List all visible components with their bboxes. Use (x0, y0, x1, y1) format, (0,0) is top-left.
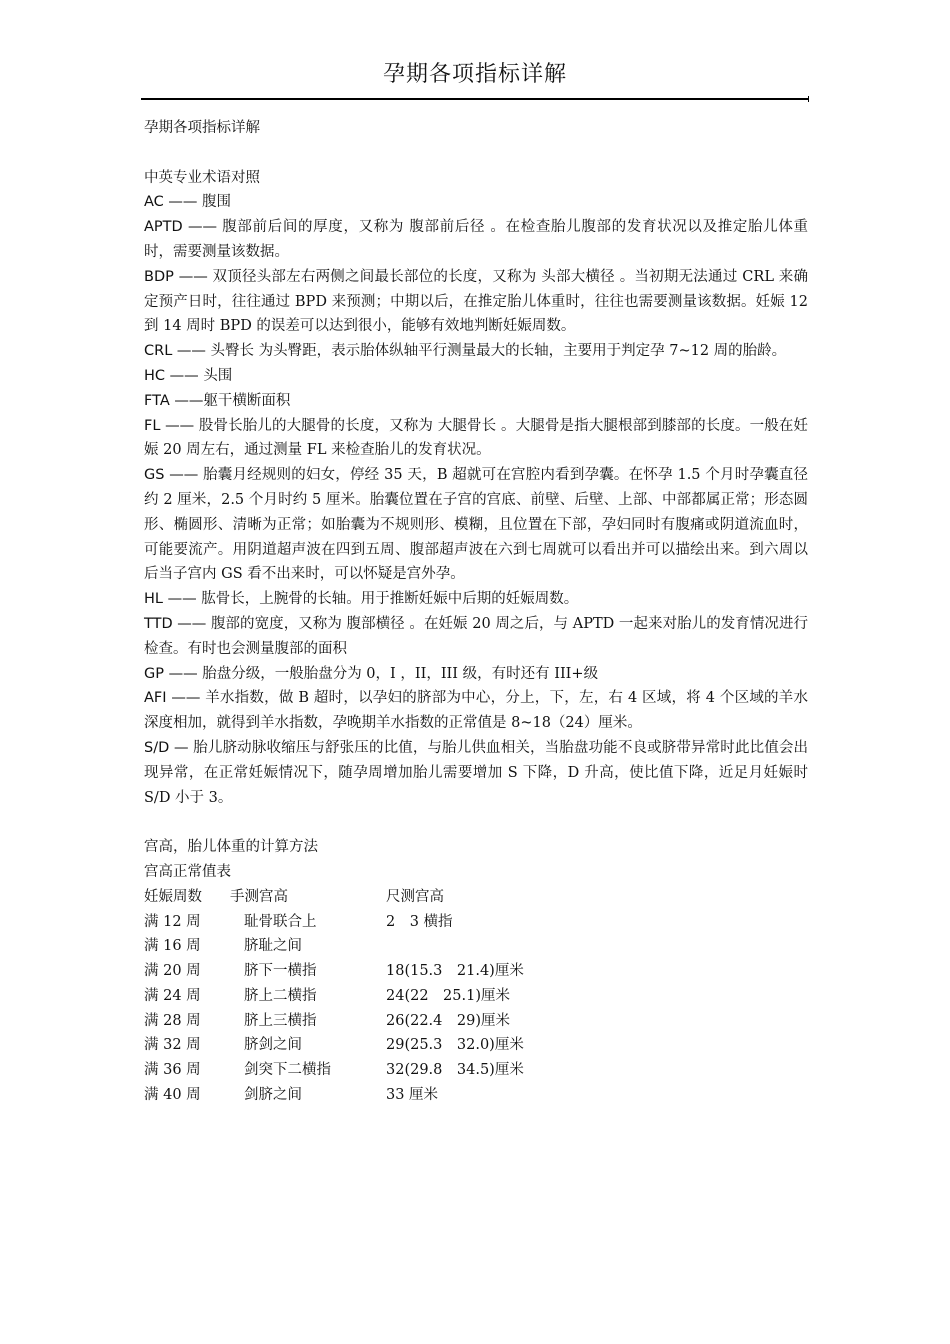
table-header-row (144, 885, 626, 910)
table-cell-ruler: 32(29.8 34.5)厘米 (386, 1062, 524, 1079)
spacer (144, 141, 808, 166)
glossary-separator: —— (165, 367, 204, 384)
table-cell-week: 满 16 周 (144, 938, 201, 955)
table-row (144, 959, 626, 984)
glossary-separator: —— (163, 194, 203, 211)
glossary-term: S/D (144, 739, 170, 756)
table-cell-hand: 脐上三横指 (244, 1012, 317, 1029)
glossary-description: 腹部前后间的厚度，又称为 腹部前后径 。在检查胎儿腹部的发育状况以及推定胎儿体重时，需要测量该数据。 (144, 219, 808, 260)
glossary-list (144, 190, 808, 810)
glossary-description: 头臀长 为头臀距，表示胎体纵轴平行测量最大的长轴，主要用于判定孕 7~12 周的胎龄。 (210, 343, 787, 360)
table-header-hand: 手测宫高 (230, 888, 288, 905)
glossary-description: 头围 (203, 367, 233, 384)
glossary-item (144, 414, 808, 464)
header-title: 孕期各项指标详解 (382, 62, 567, 87)
table-body (144, 910, 626, 1108)
table-header-week: 妊娠周数 (144, 888, 202, 905)
table-cell-ruler: 26(22.4 29)厘米 (386, 1012, 511, 1029)
glossary-item (144, 215, 808, 265)
glossary-description: 躯干横断面积 (203, 392, 291, 409)
glossary-item (144, 389, 808, 414)
glossary-term: TTD (144, 615, 173, 632)
table-cell-ruler: 29(25.3 32.0)厘米 (386, 1037, 524, 1054)
header-rule-mark (808, 96, 809, 102)
table-row (144, 1009, 626, 1034)
table-row (144, 984, 626, 1009)
glossary-item (144, 364, 808, 389)
glossary-description: 胎儿脐动脉收缩压与舒张压的比值，与胎儿供血相关，当胎盘功能不良或脐带异常时此比值会出现异常，在正常妊娠情况下，随孕周增加胎儿需要增加 S 下降，D 升高，使比值下降，近足月妊娠时 S/D 小于 3。 (144, 739, 808, 806)
glossary-term: GS (144, 467, 165, 484)
glossary-item (144, 463, 808, 587)
page-header (141, 58, 809, 92)
glossary-separator: —— (173, 268, 213, 285)
glossary-separator: —— (164, 467, 204, 484)
glossary-item (144, 686, 808, 736)
table-row (144, 910, 626, 935)
glossary-item (144, 612, 808, 662)
glossary-description: 胎囊月经规则的妇女，停经 35 天，B 超就可在宫腔内看到孕囊。在怀孕 1.5 个月时孕囊直径约 2 厘米，2.5 个月时约 5 厘米。胎囊位置在子宫的宫底、前壁、后壁、上部、中部都属正常；形态圆形、椭圆形、清晰为正常；如胎囊为不规则形、模糊，且位置在下部，孕妇同时有腹痛或阴道流血时，可能要流产。用阴道超声波在四到五周、腹部超声波在六到七周就可以看出并可以描绘出来。到六周以后当子宫内 GS 看不出来时，可以怀疑是宫外孕。 (144, 467, 808, 583)
section-heading: 宫高，胎儿体重的计算方法 (144, 839, 318, 856)
table-cell-ruler: 33 厘米 (386, 1087, 439, 1104)
glossary-item (144, 662, 808, 687)
glossary-separator: —— (163, 665, 203, 682)
table-cell-week: 满 24 周 (144, 987, 201, 1004)
table-cell-week: 满 20 周 (144, 963, 201, 980)
glossary-term: HL (144, 591, 163, 608)
table-cell-ruler: 24(22 25.1)厘米 (386, 987, 511, 1004)
table-cell-week: 满 12 周 (144, 913, 201, 930)
table-cell-hand: 脐耻之间 (244, 938, 302, 955)
header-rule (141, 98, 809, 100)
glossary-term: AFI (144, 690, 167, 707)
table-cell-ruler: 18(15.3 21.4)厘米 (386, 963, 524, 980)
table-row (144, 1083, 626, 1108)
table-cell-ruler: 2 3 横指 (386, 913, 453, 930)
glossary-term: HC (144, 367, 166, 384)
glossary-description: 胎盘分级，一般胎盘分为 0，I ，II，III 级，有时还有 III+级 (202, 665, 599, 682)
glossary-description: 腹围 (202, 194, 232, 211)
glossary-separator: —— (172, 615, 211, 632)
table-cell-week: 满 40 周 (144, 1087, 201, 1104)
glossary-separator: — (169, 739, 194, 756)
glossary-description: 羊水指数，做 B 超时，以孕妇的脐部为中心，分上，下，左，右 4 区域，将 4 个区域的羊水深度相加，就得到羊水指数，孕晚期羊水指数的正常值是 8~18（24）厘米。 (144, 690, 808, 732)
glossary-description: 腹部的宽度，又称为 腹部横径 。在妊娠 20 周之后，与 APTD 一起来对胎儿的发育情况进行检查。有时也会测量腹部的面积 (144, 615, 808, 657)
glossary-separator: —— (162, 591, 202, 608)
glossary-term: FTA (144, 392, 170, 409)
glossary-item (144, 587, 808, 612)
glossary-separator: —— (160, 417, 199, 434)
glossary-description: 股骨长胎儿的大腿骨的长度，又称为 大腿骨长 。大腿骨是指大腿根部到膝部的长度。一般在妊娠 20 周左右，通过测量 FL 来检查胎儿的发育状况。 (144, 417, 809, 459)
glossary-item (144, 339, 808, 364)
glossary-separator: —— (169, 392, 204, 409)
document-title: 孕期各项指标详解 (144, 120, 260, 136)
table-cell-hand: 剑脐之间 (244, 1087, 302, 1104)
table-cell-week: 满 36 周 (144, 1062, 201, 1079)
table-title: 宫高正常值表 (144, 863, 231, 880)
glossary-term: AC (144, 194, 164, 211)
glossary-separator: —— (166, 690, 206, 707)
glossary-description: 肱骨长，上腕骨的长轴。用于推断妊娠中后期的妊娠周数。 (201, 591, 579, 608)
spacer (144, 810, 808, 835)
table-row (144, 1058, 626, 1083)
glossary-term: FL (144, 417, 161, 434)
table-cell-week: 满 32 周 (144, 1037, 201, 1054)
glossary-description: 双顶径头部左右两侧之间最长部位的长度，又称为 头部大横径 。当初期无法通过 CRL 来确定预产日时，往往通过 BPD 来预测；中期以后，在推定胎儿体重时，往往也需要测量该数据。妊娠 12 到 14 周时 BPD 的误差可以达到很小，能够有效地判断妊娠周数。 (144, 268, 809, 335)
glossary-term: GP (144, 665, 164, 682)
fundal-height-table (144, 885, 626, 1108)
table-cell-week: 满 28 周 (144, 1012, 201, 1029)
table-header-ruler: 尺测宫高 (386, 888, 444, 905)
glossary-separator: —— (172, 343, 211, 360)
glossary-separator: —— (182, 219, 223, 236)
glossary-heading: 中英专业术语对照 (144, 169, 260, 186)
glossary-item (144, 190, 808, 215)
glossary-term: BDP (144, 268, 174, 285)
glossary-item (144, 736, 808, 810)
table-cell-hand: 耻骨联合上 (244, 913, 317, 930)
table-cell-ruler (386, 934, 626, 959)
table-row (144, 934, 626, 959)
glossary-item (144, 265, 808, 339)
glossary-term: APTD (144, 219, 183, 236)
table-row (144, 1033, 626, 1058)
table-cell-hand: 脐下一横指 (244, 963, 317, 980)
table-cell-hand: 脐剑之间 (244, 1037, 302, 1054)
table-cell-hand: 剑突下二横指 (244, 1062, 331, 1079)
document-body (144, 116, 808, 1108)
glossary-term: CRL (144, 343, 173, 360)
table-cell-hand: 脐上二横指 (244, 987, 317, 1004)
